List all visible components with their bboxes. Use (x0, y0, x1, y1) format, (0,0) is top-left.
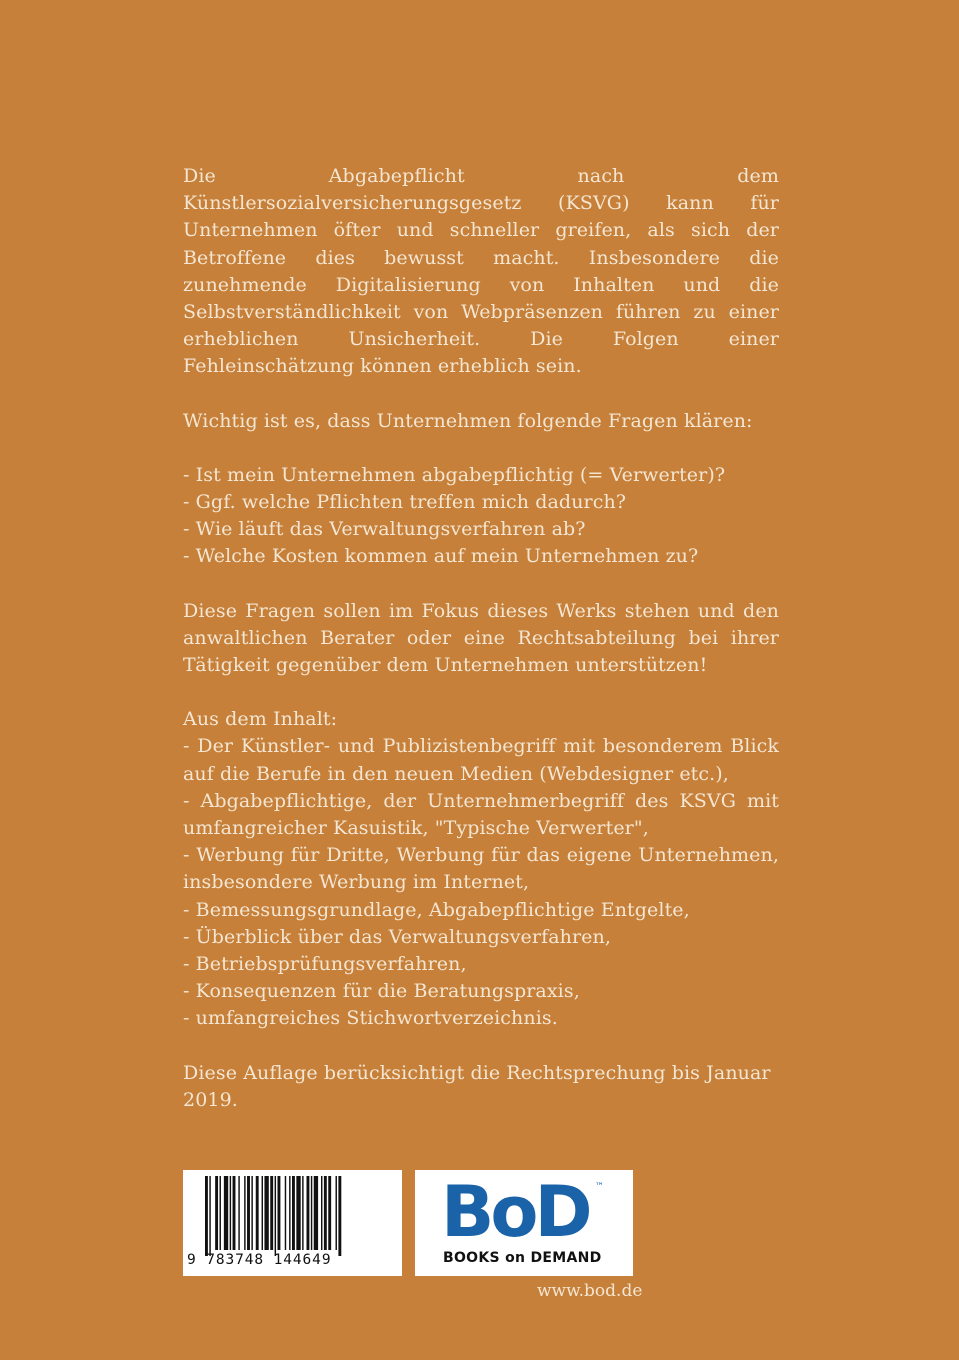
intro-paragraph: Die Abgabepflicht nach dem Künstlersozialversicherungsgesetz (KSVG) kann für Unternehmen öfter und schneller greifen, als sich der Betroffene dies bewusst macht. Insbesondere die zunehmende Digitalisierung von Inhalten und die Selbstverständlichkeit von Webpräsenzen führen zu einer erheblichen Unsicherheit. Die Folgen einer Fehleinschätzung können erheblich sein. (183, 165, 779, 378)
isbn-number: 9 783748 144649 (187, 1252, 332, 1268)
contents-item: - Abgabepflichtige, der Unternehmerbegriff des KSVG mit umfangreicher Kasuistik, "Typische Verwerter", (183, 789, 779, 840)
barcode-bar (311, 1176, 312, 1250)
barcode-bar (275, 1176, 276, 1256)
barcode-bar (292, 1176, 295, 1250)
contents-item: - umfangreiches Stichwortverzeichnis. (183, 1007, 558, 1030)
barcode-bar (321, 1176, 322, 1250)
question-item: - Ggf. welche Pflichten treffen mich dadurch? (183, 491, 627, 514)
barcode-bar (336, 1176, 337, 1250)
barcode-bar (209, 1176, 210, 1256)
barcode-bar (247, 1176, 250, 1250)
trademark-symbol: ™ (595, 1182, 604, 1192)
barcode-bar (289, 1176, 290, 1250)
contents-item: - Überblick über das Verwaltungsverfahren, (183, 925, 611, 948)
barcode-bar (307, 1176, 310, 1250)
barcode-bar (270, 1176, 273, 1250)
publisher-logo (415, 1170, 633, 1276)
barcode-bar (251, 1176, 252, 1250)
barcode-bar (264, 1176, 268, 1250)
bod-wordmark: BoD (441, 1171, 589, 1253)
barcode-bar (215, 1176, 218, 1250)
barcode-bar (324, 1176, 327, 1250)
back-cover-text (183, 163, 779, 1114)
contents-item: - Konsequenzen für die Beratungspraxis, (183, 980, 580, 1003)
barcode-bar (338, 1176, 341, 1256)
edition-note: Diese Auflage berücksichtigt die Rechtsprechung bis Januar 2019. (183, 1061, 771, 1111)
contents-heading: Aus dem Inhalt: (183, 708, 338, 731)
barcode-bar (244, 1176, 245, 1250)
question-item: - Ist mein Unternehmen abgabepflichtig (= Verwerter)? (183, 463, 726, 486)
question-item: - Wie läuft das Verwaltungsverfahren ab? (183, 518, 586, 541)
barcode-bar (220, 1176, 221, 1250)
publisher-url: www.bod.de (537, 1281, 643, 1301)
barcode-bar (238, 1176, 239, 1250)
barcode-bar (262, 1176, 263, 1250)
barcode-bar (256, 1176, 259, 1250)
barcode-bar (302, 1176, 303, 1250)
question-item: - Welche Kosten kommen auf mein Unternehmen zu? (183, 545, 699, 568)
barcode-bar (205, 1176, 208, 1256)
barcode-bar (285, 1176, 286, 1250)
focus-paragraph: Diese Fragen sollen im Fokus dieses Werks stehen und den anwaltlichen Berater oder eine Rechtsabteilung bei ihrer Tätigkeit gegenüber dem Unternehmen unterstützen! (183, 599, 779, 677)
barcode-bar (296, 1176, 300, 1250)
barcode-bar (230, 1176, 231, 1250)
barcode-bar (233, 1176, 236, 1250)
contents-item: - Werbung für Dritte, Werbung für das eigene Unternehmen, insbesondere Werbung im Internet, (183, 844, 779, 894)
contents-item: - Bemessungsgrundlage, Abgabepflichtige Entgelte, (183, 898, 690, 921)
isbn-barcode (183, 1170, 402, 1276)
contents-item: - Betriebsprüfungsverfahren, (183, 953, 467, 976)
barcode-bar (314, 1176, 318, 1250)
barcode-bar (328, 1176, 331, 1250)
publisher-tagline: BOOKS on DEMAND (443, 1250, 602, 1266)
barcode-bar (278, 1176, 281, 1250)
contents-item: - Der Künstler- und Publizistenbegriff mit besonderem Blick auf die Berufe in den neuen Medien (Webdesigner etc.), (183, 735, 779, 785)
barcode-bar (224, 1176, 228, 1250)
barcode-bars (187, 1176, 398, 1256)
questions-intro: Wichtig ist es, dass Unternehmen folgende Fragen klären: (183, 409, 753, 432)
